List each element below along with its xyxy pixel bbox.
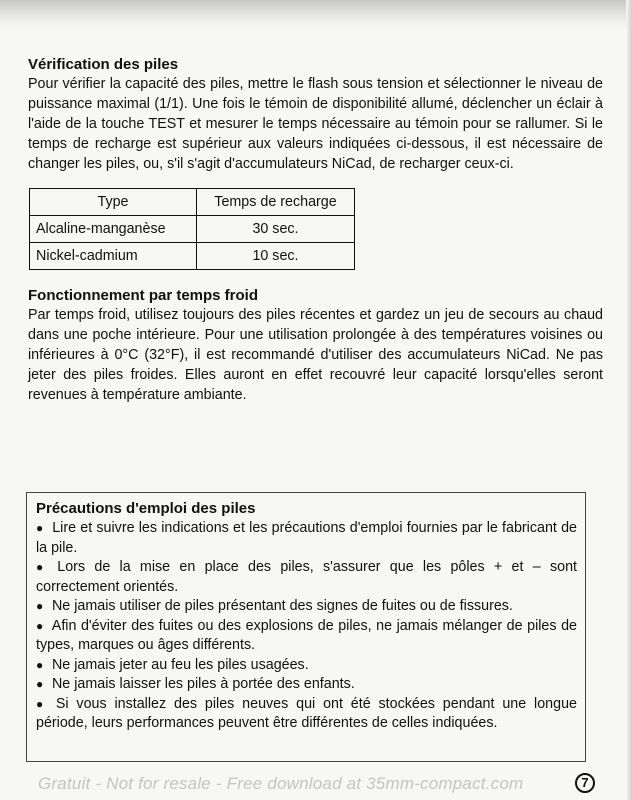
precautions-list xyxy=(36,519,577,734)
bullet-icon: ● xyxy=(36,696,44,711)
column-header-recharge-time: Temps de recharge xyxy=(197,189,355,216)
list-item-text: Ne jamais laisser les piles à portée des enfants. xyxy=(51,676,355,692)
list-item-text: Ne jamais utiliser de piles présentant des signes de fuites ou de fissures. xyxy=(51,598,513,614)
bullet-icon: ● xyxy=(36,618,44,633)
battery-type-cell: Nickel-cadmium xyxy=(30,243,197,270)
page-number: 7 xyxy=(575,773,595,793)
list-item xyxy=(36,656,577,676)
cold-weather-text: Par temps froid, utilisez toujours des piles récentes et gardez un jeu de secours au chaud dans une poche intérieure. Pour une utilisation prolongée à des températures voisines ou inférieures à 0°C (32°F), il est recommandé d'utiliser des accumulateurs NiCad. Ne pas jeter des piles froides. Elles auront en effet recouvré leur capacité lorsqu'elles seront revenues à température ambiante. xyxy=(28,307,603,403)
page-content xyxy=(28,55,603,405)
battery-check-title: Vérification des piles xyxy=(28,56,179,73)
watermark-footer: Gratuit - Not for resale - Free download at 35mm-compact.com xyxy=(38,774,524,793)
list-item-text: Lire et suivre les indications et les précautions d'emploi fournies par le fabricant de la pile. xyxy=(36,520,577,556)
table-row xyxy=(30,216,355,243)
list-item xyxy=(36,558,577,597)
bullet-icon: ● xyxy=(36,677,44,691)
list-item-text: Si vous installez des piles neuves qui ont été stockées pendant une longue période, leurs performances peuvent être différentes de celles indiquées. xyxy=(36,695,577,731)
list-item-text: Ne jamais jeter au feu les piles usagées. xyxy=(51,656,309,673)
precautions-box xyxy=(26,492,586,762)
list-item-text: Lors de la mise en place des piles, s'assurer que les pôles + et – sont correctement orientés. xyxy=(36,559,577,595)
list-item xyxy=(36,695,577,734)
list-item xyxy=(36,519,577,558)
list-item xyxy=(36,597,577,617)
recharge-time-cell: 30 sec. xyxy=(197,216,355,243)
bullet-icon: ● xyxy=(36,521,44,535)
column-header-type: Type xyxy=(30,189,197,216)
bullet-icon: ● xyxy=(36,657,44,672)
battery-check-text: Pour vérifier la capacité des piles, mettre le flash sous tension et sélectionner le niveau de puissance maximal (1/1). Une fois le témoin de disponibilité allumé, déclencher un éclair à l'aide de la touche TEST et mesurer le temps nécessaire au témoin pour se rallumer. Si le temps de recharge est supérieur aux valeurs indiquées ci-dessous, il est nécessaire de changer les piles, ou, s'il s'agit d'accumulateurs NiCad, de recharger ceux-ci. xyxy=(28,76,603,172)
scan-shadow-right xyxy=(626,0,632,800)
cold-weather-title: Fonctionnement par temps froid xyxy=(28,287,259,304)
battery-type-cell: Alcaline-manganèse xyxy=(30,216,197,243)
scan-shadow-top xyxy=(0,0,632,28)
table-header-row xyxy=(30,189,355,216)
recharge-time-cell: 10 sec. xyxy=(197,243,355,270)
list-item-text: Afin d'éviter des fuites ou des explosions de piles, ne jamais mélanger de piles de types, marques ou âges différents. xyxy=(36,617,578,653)
battery-check-section xyxy=(28,55,603,174)
list-item xyxy=(36,617,577,656)
precautions-title: Précautions d'emploi des piles xyxy=(36,500,256,517)
cold-weather-section xyxy=(28,286,603,405)
bullet-icon: ● xyxy=(36,560,44,574)
recharge-time-table xyxy=(29,188,355,270)
bullet-icon: ● xyxy=(36,599,44,613)
list-item xyxy=(36,675,577,695)
table-row xyxy=(30,243,355,270)
